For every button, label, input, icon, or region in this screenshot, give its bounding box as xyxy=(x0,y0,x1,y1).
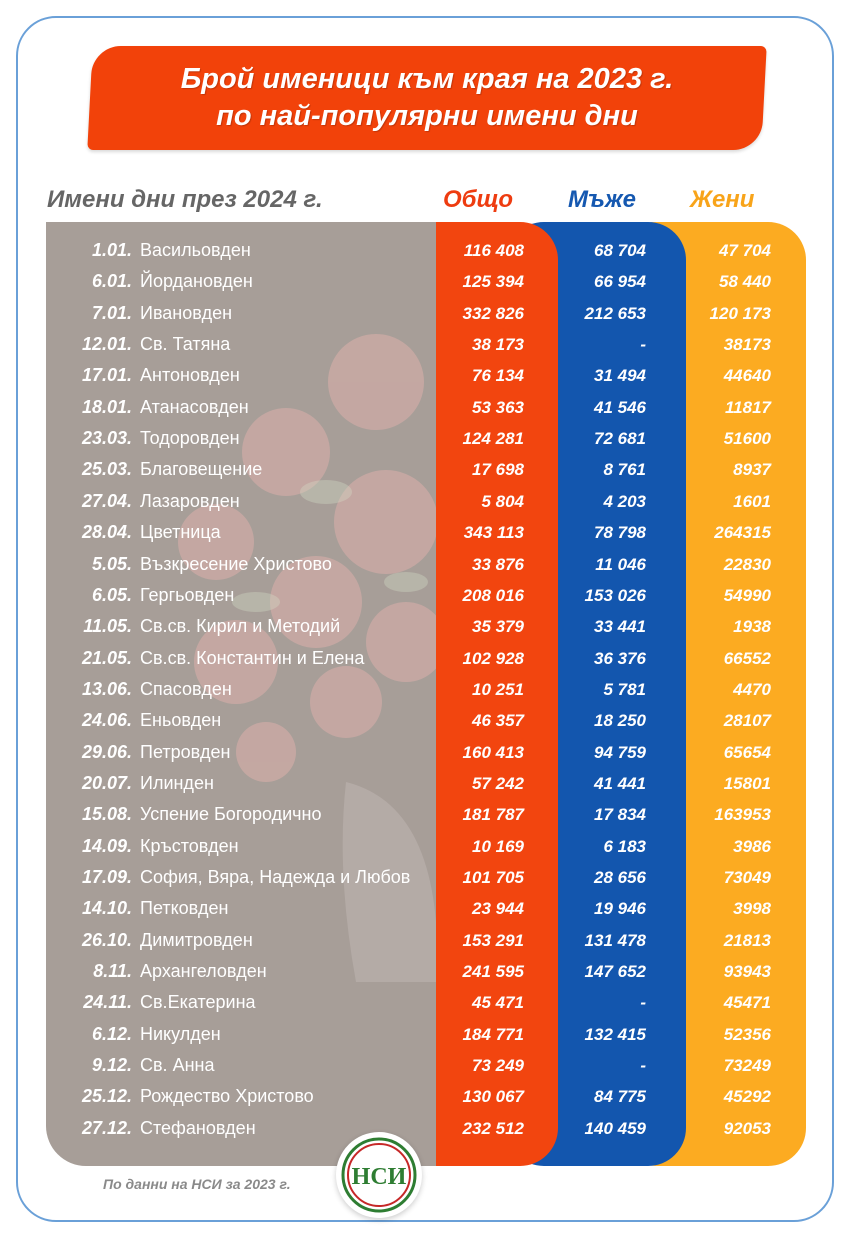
row-men: 84 775 xyxy=(594,1087,646,1107)
table-row xyxy=(0,1113,863,1144)
row-name: Васильовден xyxy=(140,240,251,260)
row-name: Успение Богородично xyxy=(140,804,322,825)
row-name: Цветница xyxy=(140,522,221,543)
row-total: 53 363 xyxy=(472,397,524,417)
row-men: 41 546 xyxy=(594,397,646,417)
row-men: 18 250 xyxy=(594,711,646,731)
row-men: 5 781 xyxy=(603,679,646,699)
row-women: 21813 xyxy=(723,930,771,950)
row-women: 120 173 xyxy=(709,303,771,323)
row-total: 10 169 xyxy=(472,836,524,856)
row-women: 65654 xyxy=(723,742,771,762)
table-row xyxy=(0,987,863,1018)
row-men: 140 459 xyxy=(584,1118,646,1138)
row-date: 24.11. xyxy=(83,992,132,1013)
table-row xyxy=(0,611,863,642)
row-men: 4 203 xyxy=(603,491,646,511)
row-women: 47 704 xyxy=(719,241,771,260)
row-name: Св.Екатерина xyxy=(140,992,256,1013)
row-name: Илинден xyxy=(140,772,214,793)
row-date: 23.03. xyxy=(81,428,132,449)
row-women: 45292 xyxy=(723,1087,771,1107)
table-row xyxy=(0,423,863,454)
row-date: 6.01. xyxy=(91,271,132,292)
row-men: 131 478 xyxy=(584,930,646,950)
table-row xyxy=(0,768,863,799)
row-name: Ивановден xyxy=(140,302,233,323)
table-row xyxy=(0,862,863,893)
row-name: Атанасовден xyxy=(140,396,249,417)
row-total: 332 826 xyxy=(462,303,524,323)
row-men: 212 653 xyxy=(584,303,646,323)
title-line-2: по най-популярни имени дни xyxy=(216,100,638,132)
row-men: 19 946 xyxy=(594,899,646,919)
row-men: 31 494 xyxy=(594,366,646,386)
row-women: 264315 xyxy=(714,523,771,543)
row-men: 78 798 xyxy=(594,523,646,543)
title-line-1: Брой именици към края на 2023 г. xyxy=(180,63,674,95)
row-women: 3998 xyxy=(733,899,771,919)
row-total: 160 413 xyxy=(462,742,524,762)
header-women: Жени xyxy=(690,186,755,213)
source-note: По данни на НСИ за 2023 г. xyxy=(103,1176,291,1192)
row-date: 8.11. xyxy=(93,961,132,982)
row-men: - xyxy=(640,335,646,355)
table-row xyxy=(0,360,863,391)
header-names: Имени дни през 2024 г. xyxy=(47,186,323,213)
row-total: 232 512 xyxy=(462,1118,524,1138)
row-women: 1938 xyxy=(733,617,771,637)
row-women: 1601 xyxy=(733,491,771,511)
row-men: 41 441 xyxy=(594,773,646,793)
table-row xyxy=(0,517,863,548)
row-name: Кръстовден xyxy=(140,835,239,856)
row-women: 73049 xyxy=(723,868,771,887)
row-date: 14.09. xyxy=(81,835,132,856)
row-name: Антоновден xyxy=(140,365,240,386)
row-total: 181 787 xyxy=(462,805,524,825)
table-row xyxy=(0,643,863,674)
row-men: 33 441 xyxy=(594,617,646,637)
row-women: 4470 xyxy=(733,679,771,699)
row-women: 22830 xyxy=(723,554,771,574)
row-men: 8 761 xyxy=(603,460,646,480)
nsi-logo xyxy=(336,1132,422,1218)
row-name: Св.св. Константин и Елена xyxy=(140,647,365,668)
table-row xyxy=(0,893,863,924)
table-row xyxy=(0,549,863,580)
row-men: 66 954 xyxy=(594,272,646,292)
row-men: 153 026 xyxy=(584,585,646,605)
row-date: 26.10. xyxy=(81,929,132,950)
row-date: 6.05. xyxy=(91,584,132,605)
row-name: Лазаровден xyxy=(140,490,240,511)
row-total: 208 016 xyxy=(462,585,524,605)
row-total: 125 394 xyxy=(462,272,524,292)
row-women: 51600 xyxy=(723,429,771,449)
row-women: 3986 xyxy=(733,836,771,856)
table-row xyxy=(0,705,863,736)
row-date: 1.01. xyxy=(91,240,132,260)
table-row xyxy=(0,266,863,297)
row-name: Св. Анна xyxy=(140,1055,215,1076)
table-row xyxy=(0,329,863,360)
row-name: Димитровден xyxy=(140,929,253,950)
row-total: 184 771 xyxy=(462,1024,524,1044)
row-men: - xyxy=(640,1056,646,1076)
table-row xyxy=(0,1081,863,1112)
table-row xyxy=(0,1019,863,1050)
row-name: Св.св. Кирил и Методий xyxy=(140,616,341,637)
row-date: 7.01. xyxy=(91,302,132,323)
row-men: - xyxy=(640,993,646,1013)
row-name: София, Вяра, Надежда и Любов xyxy=(140,867,411,887)
table-row xyxy=(0,737,863,768)
row-name: Петковден xyxy=(140,898,229,919)
row-date: 6.12. xyxy=(91,1023,132,1044)
row-name: Благовещение xyxy=(140,459,263,480)
row-total: 33 876 xyxy=(472,554,524,574)
row-total: 101 705 xyxy=(462,868,524,887)
row-name: Възкресение Христово xyxy=(140,553,332,574)
row-men: 6 183 xyxy=(603,836,646,856)
row-date: 12.01. xyxy=(81,334,132,355)
row-women: 93943 xyxy=(723,962,771,982)
row-date: 17.09. xyxy=(81,867,132,887)
row-total: 343 113 xyxy=(463,523,524,543)
row-total: 46 357 xyxy=(472,711,524,731)
row-name: Тодоровден xyxy=(140,428,240,449)
row-date: 24.06. xyxy=(81,710,132,731)
row-total: 130 067 xyxy=(462,1087,524,1107)
row-name: Никулден xyxy=(140,1023,221,1044)
row-date: 5.05. xyxy=(91,553,132,574)
row-name: Св. Татяна xyxy=(140,334,231,355)
table-row xyxy=(0,298,863,329)
row-men: 94 759 xyxy=(594,742,646,762)
row-name: Йордановден xyxy=(140,271,253,292)
row-total: 38 173 xyxy=(472,335,524,355)
row-date: 27.04. xyxy=(81,490,132,511)
row-total: 116 408 xyxy=(463,241,524,260)
row-total: 241 595 xyxy=(462,962,524,982)
row-women: 163953 xyxy=(714,805,771,825)
row-date: 14.10. xyxy=(81,898,132,919)
row-total: 73 249 xyxy=(472,1056,524,1076)
table-row xyxy=(0,674,863,705)
nsi-logo-icon xyxy=(336,1132,422,1218)
nsi-logo-text: НСИ xyxy=(351,1164,407,1190)
table-row xyxy=(0,580,863,611)
row-total: 35 379 xyxy=(472,617,524,637)
row-name: Архангеловден xyxy=(140,961,267,982)
row-total: 124 281 xyxy=(462,429,524,449)
table-row xyxy=(0,925,863,956)
table-row xyxy=(0,1050,863,1081)
row-name: Стефановден xyxy=(140,1117,256,1138)
row-women: 15801 xyxy=(723,773,771,793)
row-women: 44640 xyxy=(723,366,771,386)
row-name: Спасовден xyxy=(140,678,232,699)
row-men: 72 681 xyxy=(594,429,646,449)
header-total: Общо xyxy=(443,186,514,213)
table-row xyxy=(0,235,863,266)
row-name: Гергьовден xyxy=(140,584,235,605)
table-row xyxy=(0,956,863,987)
row-men: 17 834 xyxy=(594,805,646,825)
title-banner-text xyxy=(90,46,764,150)
row-women: 11817 xyxy=(724,397,771,417)
row-date: 13.06. xyxy=(81,678,132,699)
row-total: 23 944 xyxy=(472,899,524,919)
row-total: 102 928 xyxy=(462,648,524,668)
row-men: 28 656 xyxy=(594,868,646,887)
row-men: 147 652 xyxy=(584,962,646,982)
row-women: 28107 xyxy=(723,711,771,731)
row-date: 15.08. xyxy=(81,804,132,825)
row-date: 29.06. xyxy=(81,741,132,762)
row-name: Рождество Христово xyxy=(140,1086,314,1107)
row-women: 52356 xyxy=(723,1024,771,1044)
row-date: 28.04. xyxy=(81,522,132,543)
row-date: 17.01. xyxy=(81,365,132,386)
table-row xyxy=(0,486,863,517)
row-date: 20.07. xyxy=(81,772,132,793)
row-men: 36 376 xyxy=(594,648,646,668)
row-women: 73249 xyxy=(723,1056,771,1076)
row-women: 54990 xyxy=(723,585,771,605)
header-men: Мъже xyxy=(568,186,636,213)
row-date: 27.12. xyxy=(81,1117,132,1138)
table-row xyxy=(0,392,863,423)
row-name: Еньовден xyxy=(140,710,222,731)
row-total: 10 251 xyxy=(472,679,524,699)
row-women: 66552 xyxy=(723,648,771,668)
row-total: 76 134 xyxy=(472,366,524,386)
row-men: 132 415 xyxy=(584,1024,646,1044)
row-women: 45471 xyxy=(723,993,771,1013)
row-date: 25.12. xyxy=(81,1086,132,1107)
row-women: 58 440 xyxy=(719,272,771,292)
row-women: 8937 xyxy=(733,460,771,480)
table-row xyxy=(0,799,863,830)
table-row xyxy=(0,831,863,862)
row-name: Петровден xyxy=(140,741,231,762)
row-total: 5 804 xyxy=(481,491,524,511)
row-total: 153 291 xyxy=(462,930,524,950)
row-total: 57 242 xyxy=(472,773,524,793)
row-date: 9.12. xyxy=(91,1055,132,1076)
row-women: 38173 xyxy=(723,335,771,355)
table-row xyxy=(0,454,863,485)
row-date: 18.01. xyxy=(81,396,132,417)
row-date: 11.05. xyxy=(83,616,132,637)
row-total: 45 471 xyxy=(472,993,524,1013)
row-date: 25.03. xyxy=(81,459,132,480)
row-men: 68 704 xyxy=(594,241,646,260)
row-date: 21.05. xyxy=(81,647,132,668)
row-women: 92053 xyxy=(723,1118,771,1138)
row-men: 11 046 xyxy=(595,554,646,574)
row-total: 17 698 xyxy=(472,460,524,480)
